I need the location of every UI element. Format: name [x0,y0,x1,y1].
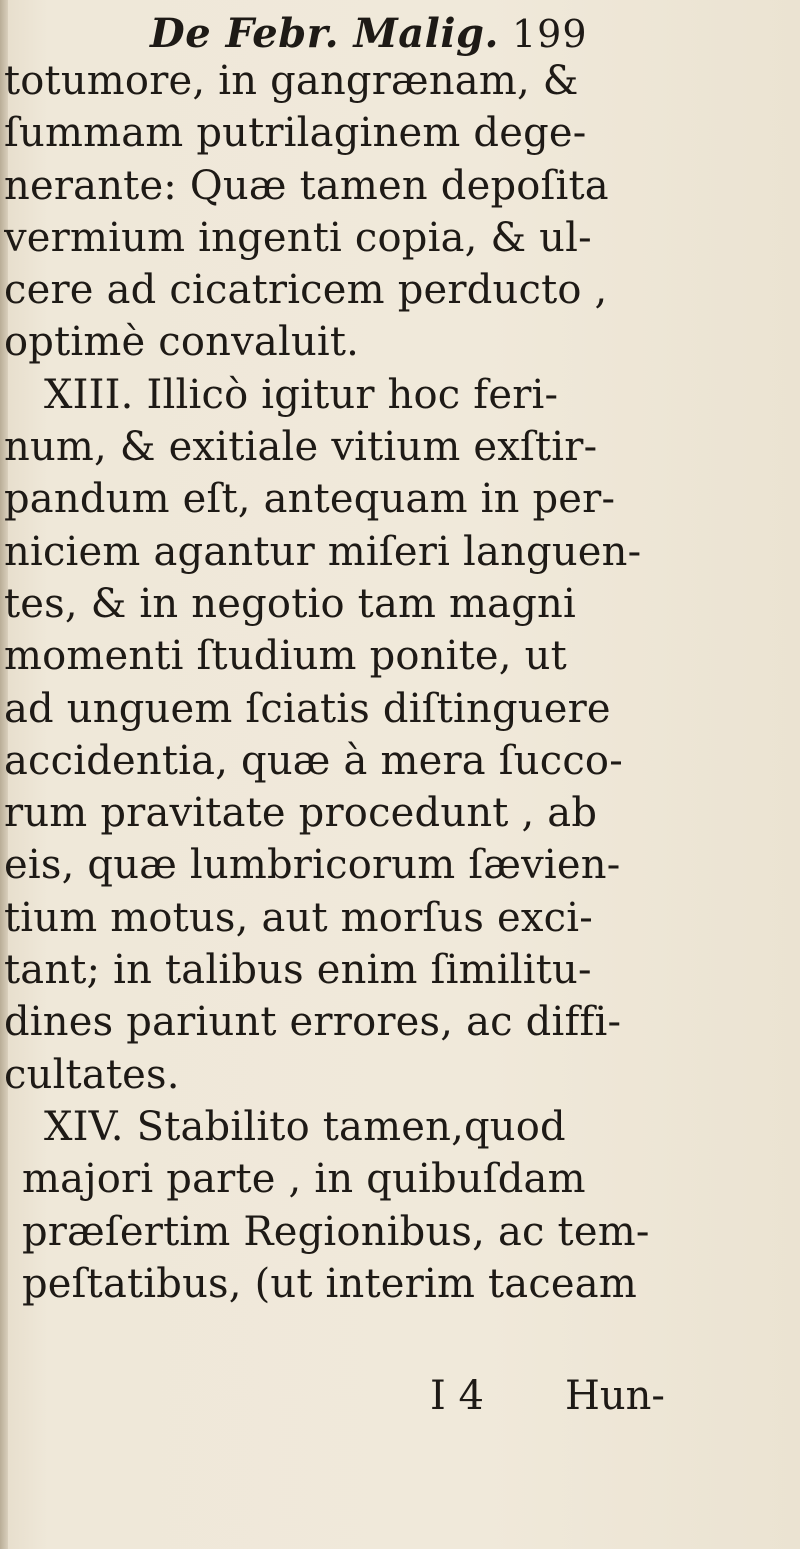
text-line: ad unguem ſciatis diſtinguere [4,685,611,732]
text-line: niciem agantur miſeri languen- [4,528,642,575]
text-line: pandum eſt, antequam in per- [4,476,616,523]
text-line: num, & exitiale vitium exſtir- [4,424,598,471]
text-line: peſtatibus, (ut interim taceam [22,1260,637,1307]
text-line: majori parte , in quibuſdam [22,1156,586,1203]
text-line: eis, quæ lumbricorum ſævien- [4,842,621,889]
text-line: nerante: Quæ tamen depoſita [4,162,609,209]
text-line: cultates. [4,1051,180,1098]
text-line: cere ad cicatricem perducto , [4,267,608,314]
text-line: tes, & in negotio tam magni [4,580,576,627]
text-line: vermium ingenti copia, & ul- [4,214,592,261]
text-line: rum pravitate procedunt , ab [4,790,598,837]
section-heading-line: XIV. Stabilito tamen,quod [44,1103,566,1150]
signature-mark: I 4 [430,1373,484,1419]
text-line: præſertim Regionibus, ac tem- [22,1208,650,1255]
text-line: accidentia, quæ à mera ſucco- [4,737,623,784]
catchword: Hun- [565,1373,665,1419]
text-line: tant; in talibus enim ſimilitu- [4,947,592,994]
text-line: ſummam putrilaginem dege- [4,110,587,157]
body-text [4,55,794,1310]
text-line: tium motus, aut morſus exci- [4,894,593,941]
section-heading-line: XIII. Illicò igitur hoc feri- [44,371,559,418]
running-title: De Febr. Malig. [150,10,499,57]
text-line: dines pariunt errores, ac diffi- [4,999,622,1046]
text-line: momenti ſtudium ponite, ut [4,633,567,680]
running-header [150,6,670,62]
page-number: 199 [512,12,588,56]
text-line: totumore, in gangrænam, & [4,58,579,104]
text-line: optimè convaluit. [4,319,360,366]
page-footer [430,1368,790,1424]
